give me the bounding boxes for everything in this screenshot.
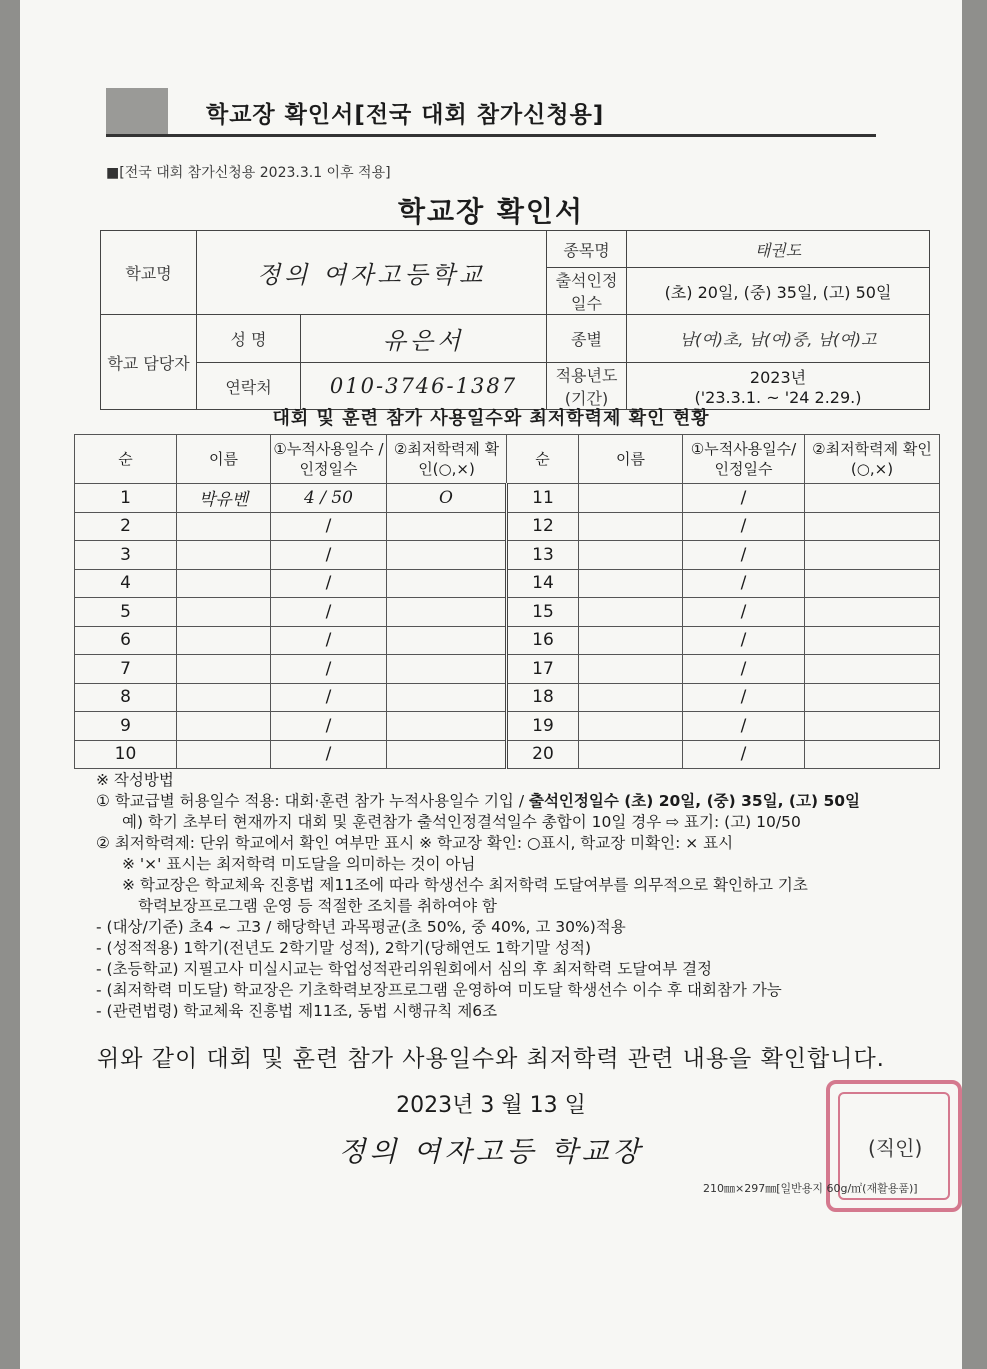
header-name-left: 이름 — [177, 435, 271, 484]
cell-name-right — [579, 569, 683, 598]
confirmation-statement: 위와 같이 대회 및 훈련 참가 사용일수와 최저학력 관련 내용을 확인합니다. — [97, 1046, 885, 1072]
table-row — [75, 512, 940, 541]
status-grid — [74, 434, 940, 769]
table-row — [75, 541, 940, 570]
instruction-6: - (대상/기준) 초4 ~ 고3 / 해당학년 과목평균(초 50%, 중 40%, 고 30%)적용 — [96, 918, 626, 936]
cell-days-right: / — [683, 683, 805, 712]
cell-check-right — [805, 740, 940, 769]
cell-name-right — [579, 541, 683, 570]
cell-no-right: 14 — [507, 569, 579, 598]
table-row — [75, 740, 940, 769]
cell-name-left — [177, 712, 271, 741]
cell-days-left: / — [271, 683, 387, 712]
cell-no-left: 1 — [75, 484, 177, 513]
gender-label: 종별 — [547, 315, 627, 363]
cell-no-right: 17 — [507, 655, 579, 684]
cell-no-left: 7 — [75, 655, 177, 684]
cell-check-left — [387, 740, 507, 769]
instruction-1-text: ① 학교급별 허용일수 적용: 대회·훈련 참가 누적사용일수 기입 / — [96, 792, 529, 810]
confirmation-date: 2023년 3 월 13 일 — [396, 1093, 586, 1118]
cell-name-left — [177, 569, 271, 598]
cell-name-right — [579, 683, 683, 712]
header-bar — [106, 88, 876, 137]
year-label: 적용년도 (기간) — [547, 363, 627, 410]
cell-no-right: 19 — [507, 712, 579, 741]
cell-check-right — [805, 712, 940, 741]
header-no-right: 순 — [507, 435, 579, 484]
cell-days-left: / — [271, 712, 387, 741]
cell-check-left — [387, 712, 507, 741]
info-table — [100, 230, 930, 410]
cell-check-right — [805, 512, 940, 541]
cell-no-left: 3 — [75, 541, 177, 570]
cell-days-right: / — [683, 655, 805, 684]
attendance-label: 출석인정 일수 — [547, 268, 627, 315]
contact-label: 연락처 — [197, 363, 301, 410]
cell-days-right: / — [683, 740, 805, 769]
table-row — [75, 655, 940, 684]
cell-check-left — [387, 626, 507, 655]
cell-check-left — [387, 512, 507, 541]
cell-name-right — [579, 655, 683, 684]
instruction-1 — [74, 791, 954, 812]
cell-no-right: 16 — [507, 626, 579, 655]
status-grid-body — [75, 484, 940, 769]
school-label: 학교명 — [101, 231, 197, 315]
instruction-3: ※ '×' 표시는 최저학력 미도달을 의미하는 것이 아님 — [122, 855, 476, 873]
instruction-10: - (관련법령) 학교체육 진흥법 제11조, 동법 시행규칙 제6조 — [96, 1002, 498, 1020]
attendance-value: (초) 20일, (중) 35일, (고) 50일 — [627, 268, 930, 315]
cell-check-left: O — [387, 484, 507, 513]
cell-check-left — [387, 655, 507, 684]
table-row — [75, 598, 940, 627]
cell-no-right: 13 — [507, 541, 579, 570]
document-title: 학교장 확인서 — [397, 195, 585, 228]
cell-days-left: 4 / 50 — [271, 484, 387, 513]
table-row — [75, 712, 940, 741]
name-label: 성 명 — [197, 315, 301, 363]
year-value: 2023년 — [749, 368, 807, 387]
cell-days-left: / — [271, 740, 387, 769]
cell-name-right — [579, 626, 683, 655]
cell-check-left — [387, 683, 507, 712]
cell-days-left: / — [271, 541, 387, 570]
paper-spec-footer: 210㎜×297㎜[일반용지 60g/㎡(재활용품)] — [703, 1182, 918, 1195]
cell-check-left — [387, 569, 507, 598]
cell-days-right: / — [683, 569, 805, 598]
instruction-1-bold: 출석인정일수 (초) 20일, (중) 35일, (고) 50일 — [528, 792, 861, 810]
cell-name-left: 박유벤 — [177, 484, 271, 513]
table-row — [75, 484, 940, 513]
name-value: 유은서 — [301, 315, 547, 363]
cell-no-right: 18 — [507, 683, 579, 712]
sport-value: 태권도 — [627, 231, 930, 268]
cell-check-left — [387, 598, 507, 627]
cell-name-right — [579, 712, 683, 741]
cell-name-left — [177, 512, 271, 541]
header-days-right: ①누적사용일수/ 인정일수 — [683, 435, 805, 484]
cell-name-left — [177, 683, 271, 712]
cell-name-left — [177, 655, 271, 684]
cell-name-right — [579, 484, 683, 513]
instruction-7: - (성적적용) 1학기(전년도 2학기말 성적), 2학기(당해연도 1학기말 성적) — [96, 939, 592, 957]
school-value: 정의 여자고등학교 — [197, 231, 547, 315]
table-row — [75, 569, 940, 598]
seal-label: (직인) — [868, 1136, 923, 1160]
cell-no-left: 6 — [75, 626, 177, 655]
cell-check-right — [805, 655, 940, 684]
cell-no-left: 2 — [75, 512, 177, 541]
document-page — [20, 0, 962, 1369]
table-row — [75, 683, 940, 712]
header-name-right: 이름 — [579, 435, 683, 484]
cell-no-left: 5 — [75, 598, 177, 627]
instruction-8: - (초등학교) 지필고사 미실시교는 학업성적관리위원회에서 심의 후 최저학력 도달여부 결정 — [96, 960, 713, 978]
cell-days-left: / — [271, 626, 387, 655]
cell-check-right — [805, 541, 940, 570]
instruction-4: ※ 학교장은 학교체육 진흥법 제11조에 따라 학생선수 최저학력 도달여부를 의무적으로 확인하고 기초 — [122, 876, 808, 894]
gender-value: 남(여)초, 남(여)중, 남(여)고 — [627, 315, 930, 363]
header-title: 학교장 확인서[전국 대회 참가신청용] — [206, 102, 605, 128]
cell-days-right: / — [683, 598, 805, 627]
principal-signature: 정의 여자고등 학교장 — [338, 1135, 644, 1168]
cell-days-left: / — [271, 569, 387, 598]
cell-days-right: / — [683, 626, 805, 655]
contact-value: 010-3746-1387 — [301, 363, 547, 410]
cell-name-left — [177, 598, 271, 627]
cell-no-left: 9 — [75, 712, 177, 741]
cell-days-right: / — [683, 541, 805, 570]
cell-days-left: / — [271, 512, 387, 541]
cell-check-right — [805, 683, 940, 712]
header-check-right: ②최저학력제 확인(○,×) — [805, 435, 940, 484]
header-days-left: ①누적사용일수 /인정일수 — [271, 435, 387, 484]
header-no-left: 순 — [75, 435, 177, 484]
cell-days-left: / — [271, 598, 387, 627]
cell-days-right: / — [683, 512, 805, 541]
cell-no-right: 15 — [507, 598, 579, 627]
year-cell — [627, 363, 930, 410]
header-check-left: ②최저학력제 확인(○,×) — [387, 435, 507, 484]
instruction-9: - (최저학력 미도달) 학교장은 기초학력보장프로그램 운영하여 미도달 학생선수 이수 후 대회참가 가능 — [96, 981, 782, 999]
cell-name-left — [177, 626, 271, 655]
cell-name-right — [579, 512, 683, 541]
cell-no-left: 10 — [75, 740, 177, 769]
cell-check-right — [805, 626, 940, 655]
cell-no-left: 4 — [75, 569, 177, 598]
cell-check-right — [805, 598, 940, 627]
cell-no-right: 12 — [507, 512, 579, 541]
application-note: ■[전국 대회 참가신청용 2023.3.1 이후 적용] — [106, 165, 391, 181]
instruction-5: 학력보장프로그램 운영 등 적절한 조치를 취하여야 함 — [138, 897, 497, 915]
cell-no-left: 8 — [75, 683, 177, 712]
header-block — [106, 88, 168, 134]
cell-check-left — [387, 541, 507, 570]
cell-name-right — [579, 740, 683, 769]
period-value: ('23.3.1. ~ '24 2.29.) — [694, 388, 862, 407]
instructions-heading: ※ 작성방법 — [96, 771, 174, 789]
instructions — [74, 770, 954, 1022]
status-title: 대회 및 훈련 참가 사용일수와 최저학력제 확인 현황 — [272, 408, 710, 429]
cell-check-right — [805, 484, 940, 513]
cell-days-right: / — [683, 484, 805, 513]
cell-days-left: / — [271, 655, 387, 684]
cell-no-right: 11 — [507, 484, 579, 513]
sport-label: 종목명 — [547, 231, 627, 268]
instruction-1-example: 예) 학기 초부터 현재까지 대회 및 훈련참가 출석인정결석일수 총합이 10일 경우 ⇨ 표기: (고) 10/50 — [122, 813, 801, 831]
table-row — [75, 626, 940, 655]
cell-no-right: 20 — [507, 740, 579, 769]
manager-label: 학교 담당자 — [101, 315, 197, 410]
instruction-2: ② 최저학력제: 단위 학교에서 확인 여부만 표시 ※ 학교장 확인: ○표시, 학교장 미확인: × 표시 — [96, 834, 734, 852]
cell-days-right: / — [683, 712, 805, 741]
cell-check-right — [805, 569, 940, 598]
cell-name-left — [177, 541, 271, 570]
cell-name-left — [177, 740, 271, 769]
cell-name-right — [579, 598, 683, 627]
